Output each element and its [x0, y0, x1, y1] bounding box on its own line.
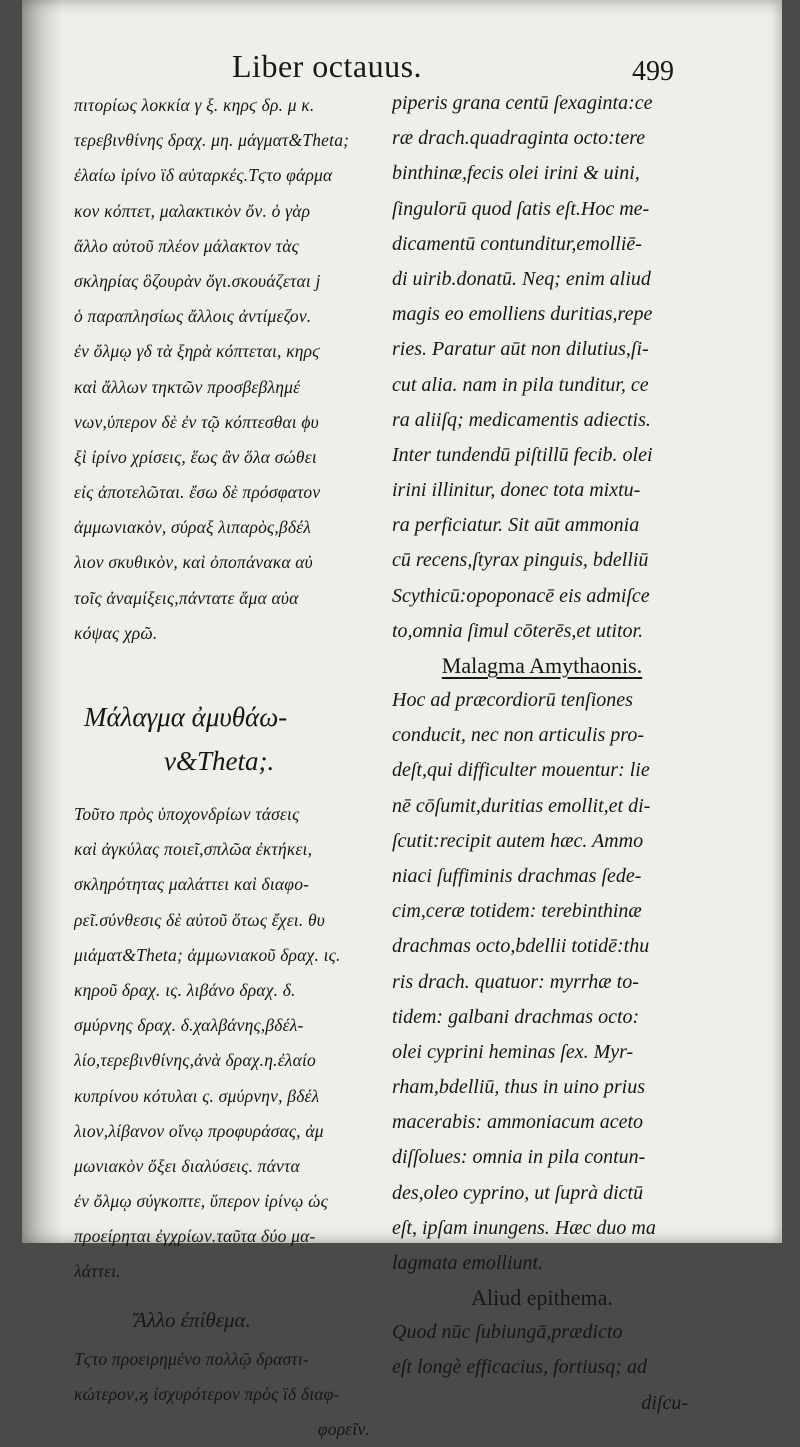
greek-text-block-bottom: [74, 797, 374, 1290]
text-line: πιτορίως λοκκία γ ξ. κηρϛ δρ. μ κ.: [74, 95, 315, 115]
page-gutter-shadow: [22, 0, 62, 1243]
text-line: μωνιακὸν ὄξει διαλύσεις. πάντα: [74, 1155, 300, 1176]
catchword: φορεῖν.: [317, 1419, 370, 1439]
text-line: lagmata emolliunt.: [392, 1252, 544, 1274]
text-line: eſt, ipſam inungens. Hæc duo ma: [392, 1216, 656, 1239]
text-line: ſingulorū quod ſatis eſt.Hoc me-: [392, 197, 650, 220]
text-line: niaci ſuffiminis drachmas ſede-: [392, 864, 642, 887]
text-line: ries. Paratur aūt non dilutius,ſi-: [392, 338, 649, 361]
text-line: ἐν ὄλμῳ σύγκοπτε, ὕπερον ἰρίνῳ ὡς: [74, 1191, 328, 1212]
text-line: λίο,τερεβινθίνης,ἀνὰ δραχ.η.ἐλαίο: [74, 1050, 316, 1071]
text-line: σκληρότητας μαλάττει καὶ διαφο-: [74, 874, 310, 895]
text-line: di uirib.donatū. Neq; enim aliud: [392, 267, 651, 290]
text-line: ræ drach.quadraginta octo:tere: [392, 127, 646, 150]
text-line: ra aliiſq; medicamentis adiectis.: [392, 408, 651, 431]
text-line: ἐν ὄλμῳ γδ τὰ ξηρὰ κόπτεται, κηρϛ: [74, 341, 321, 362]
text-line: σκληρίας ὃζουρὰν ὄγι.σκουάζεται ϳ: [74, 270, 321, 291]
text-line: deſt,qui difficulter mouentur: lie: [392, 759, 650, 782]
text-line: Quod nūc ſubiungā,prædicto: [392, 1321, 623, 1344]
text-line: μιάματ&Theta; ἀμμωνιακοῦ δραχ. ις.: [74, 944, 341, 965]
text-line: ra perficiatur. Sit aūt ammonia: [392, 514, 640, 537]
text-line: cut alia. nam in pila tunditur, ce: [392, 373, 649, 396]
text-line: κηροῦ δραχ. ις. λιβάνο δραχ. δ.: [74, 979, 296, 1000]
text-line: νων,ὑπερον δὲ ἐν τῷ κόπτεσθαι ϕυ: [74, 411, 319, 432]
text-line: macerabis: ammoniacum aceto: [392, 1111, 644, 1134]
text-line: conducit, nec non articulis pro-: [392, 724, 644, 747]
text-line: κόψας χρῶ.: [74, 622, 158, 643]
text-line: προείρηται ἐγχρίων.ταῦτα δύο μα-: [74, 1226, 316, 1247]
text-line: τερεβινθίνης δραχ. μη. μάγματ&Theta;: [74, 130, 350, 151]
text-line: λάττει.: [74, 1261, 121, 1282]
catchword: diſcu-: [641, 1391, 688, 1414]
text-line: ἀμμωνιακὸν, σύραξ λιπαρὸς,βδέλ: [74, 517, 312, 538]
text-line: drachmas octo,bdellii totidē:thu: [392, 935, 650, 958]
text-line: σμύρνης δραχ. δ.χαλβάνης,βδέλ-: [74, 1015, 304, 1036]
text-line: ſcutit:recipit autem hæc. Ammo: [392, 829, 644, 852]
text-line: cū recens,ſtyrax pinguis, bdelliū: [392, 549, 649, 572]
section-heading-greek-cont: ν&Theta;.: [164, 746, 275, 776]
text-line: κώτερον,ϗ ἰσχυρότερον πρὸς ϊδ διαφ-: [74, 1383, 340, 1404]
latin-text-block-bottom: [392, 683, 692, 1281]
text-line: Scythicū:opoponacē eis admiſce: [392, 584, 650, 607]
greek-text-block-top: [74, 88, 374, 651]
subheading-latin: Aliud epithema.: [471, 1285, 613, 1311]
text-line: eſt longè efficacius, fortiusq; ad: [392, 1356, 647, 1379]
text-line: Hoc ad præcordiorū tenſiones: [392, 689, 633, 711]
latin-text-block-top: [392, 86, 692, 649]
latin-column: [392, 86, 692, 1421]
text-line: ἐλαίω ἰρίνο ϊδ αὐταρκές.Τϛτο φάρμα: [74, 165, 333, 186]
text-line: Τϛτο προειρημένο πολλῷ δραστι-: [74, 1348, 309, 1369]
text-line: ἄλλο αὐτοῦ πλέον μάλακτον τὰς: [74, 235, 299, 256]
text-line: κυπρίνου κότυλαι ς. σμύρνην, βδέλ: [74, 1085, 320, 1106]
text-line: cim,ceræ totidem: terebinthinæ: [392, 900, 642, 923]
text-line: binthinæ,fecis olei irini & uini,: [392, 162, 640, 185]
text-line: to,omnia ſimul cōterēs,et utitor.: [392, 619, 644, 642]
text-line: rham,bdelliū, thus in uino prius: [392, 1076, 645, 1099]
text-line: καὶ ἄλλων τηκτῶν προσβεβλημέ: [74, 376, 301, 397]
greek-column: [74, 88, 374, 1447]
page-number: 499: [632, 56, 674, 87]
text-line: κον κόπτετ, μαλακτικὸν ὄν. ὁ γὰρ: [74, 200, 311, 221]
text-line: ρεῖ.σύνθεσις δὲ αὐτοῦ ὅτως ἔχει. θυ: [74, 909, 326, 930]
text-line: irini illinitur, donec tota mixtu-: [392, 479, 641, 502]
text-line: ξὶ ἰρίνο χρίσεις, ἕως ἂν ὅλα σώθει: [74, 446, 317, 467]
text-line: olei cyprini heminas ſex. Myr-: [392, 1040, 634, 1063]
text-line: εἰς ἀποτελῶται. ἔσω δὲ πρόσφατον: [74, 482, 321, 503]
text-line: dicamentū contunditur,emolliē-: [392, 232, 642, 255]
text-line: τοῖς ἀναμίξεις,πάντατε ἅμα αὐα: [74, 587, 299, 608]
text-line: des,oleo cyprino, ut ſuprà dictū: [392, 1181, 644, 1204]
latin-text-block-end: [392, 1315, 692, 1421]
text-line: piperis grana centū ſexaginta:ce: [392, 92, 653, 114]
text-line: diſſolues: omnia in pila contun-: [392, 1146, 646, 1169]
text-line: tidem: galbani drachmas octo:: [392, 1005, 640, 1028]
text-line: magis eo emolliens duritias,repe: [392, 303, 653, 326]
text-line: Inter tundendū piſtillū fecib. olei: [392, 443, 653, 466]
text-line: nē cōſumit,duritias emollit,et di-: [392, 794, 651, 817]
text-line: λιον,λίβανον οἴνῳ προφυράσας, ἀμ: [74, 1120, 324, 1141]
text-line: ris drach. quatuor: myrrhæ to-: [392, 970, 639, 993]
text-line: καὶ ἀγκύλας ποιεῖ,σπλῶα ἐκτήκει,: [74, 839, 313, 860]
text-line: Τοῦτο πρὸς ὑποχονδρίων τάσεις: [74, 804, 300, 824]
section-heading-latin: Malagma Amythaonis.: [441, 653, 643, 678]
text-line: λιον σκυθικὸν, καὶ ὀποπάνακα αὐ: [74, 552, 313, 573]
greek-text-block-end: [74, 1342, 374, 1447]
subheading-greek: Ἄλλο ἐπίθεμα.: [134, 1307, 251, 1332]
text-line: ὁ παραπλησίως ἄλλοις ἀντίμεζον.: [74, 306, 312, 327]
book-page: [22, 0, 782, 1439]
section-heading-greek: Μάλαγμα ἀμυθάω-: [84, 702, 288, 732]
running-title: Liber octauus.: [232, 48, 423, 84]
